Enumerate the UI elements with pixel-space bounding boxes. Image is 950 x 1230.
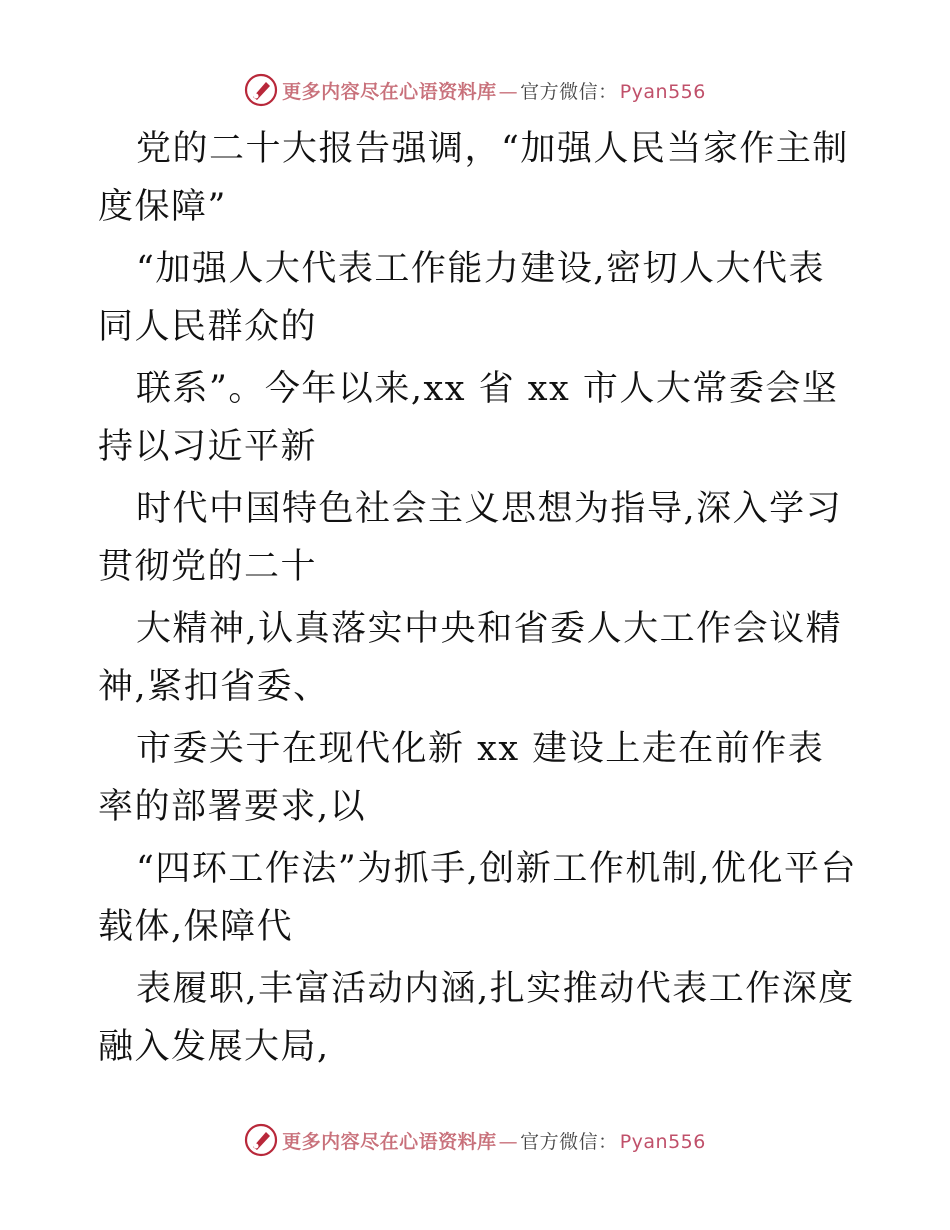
- header-wechat-label: 官方微信：: [520, 80, 618, 103]
- paragraph-8: 表履职,丰富活动内涵,扎实推动代表工作深度融入发展大局,: [98, 969, 855, 1067]
- header-separator: —: [498, 80, 519, 103]
- header-banner: [0, 70, 950, 110]
- pen-nib-logo-icon: [244, 73, 278, 107]
- header-banner-text: [282, 77, 706, 104]
- footer-separator: —: [498, 1130, 519, 1153]
- paragraph-4: 时代中国特色社会主义思想为指导,深入学习贯彻党的二十: [98, 489, 843, 587]
- footer-site-name: 更多内容尽在心语资料库: [282, 1130, 497, 1153]
- document-body: [98, 120, 858, 1080]
- header-site-name: 更多内容尽在心语资料库: [282, 80, 497, 103]
- header-wechat-id: Pyan556: [619, 80, 706, 103]
- paragraph-6: 市委关于在现代化新 xx 建设上走在前作表率的部署要求,以: [98, 729, 825, 827]
- pen-nib-logo-icon: [244, 1123, 278, 1157]
- footer-banner-text: [282, 1127, 706, 1154]
- paragraph-3: 联系”。今年以来,xx 省 xx 市人大常委会坚持以习近平新: [98, 369, 839, 467]
- footer-wechat-label: 官方微信：: [520, 1130, 618, 1153]
- paragraph-7: “四环工作法”为抓手,创新工作机制,优化平台载体,保障代: [98, 849, 858, 947]
- paragraph-5: 大精神,认真落实中央和省委人大工作会议精神,紧扣省委、: [98, 609, 843, 707]
- paragraph-1: 党的二十大报告强调，“加强人民当家作主制度保障”: [98, 129, 849, 227]
- paragraph-2: “加强人大代表工作能力建设,密切人大代表同人民群众的: [98, 249, 826, 347]
- footer-banner: [0, 1120, 950, 1160]
- footer-wechat-id: Pyan556: [619, 1130, 706, 1153]
